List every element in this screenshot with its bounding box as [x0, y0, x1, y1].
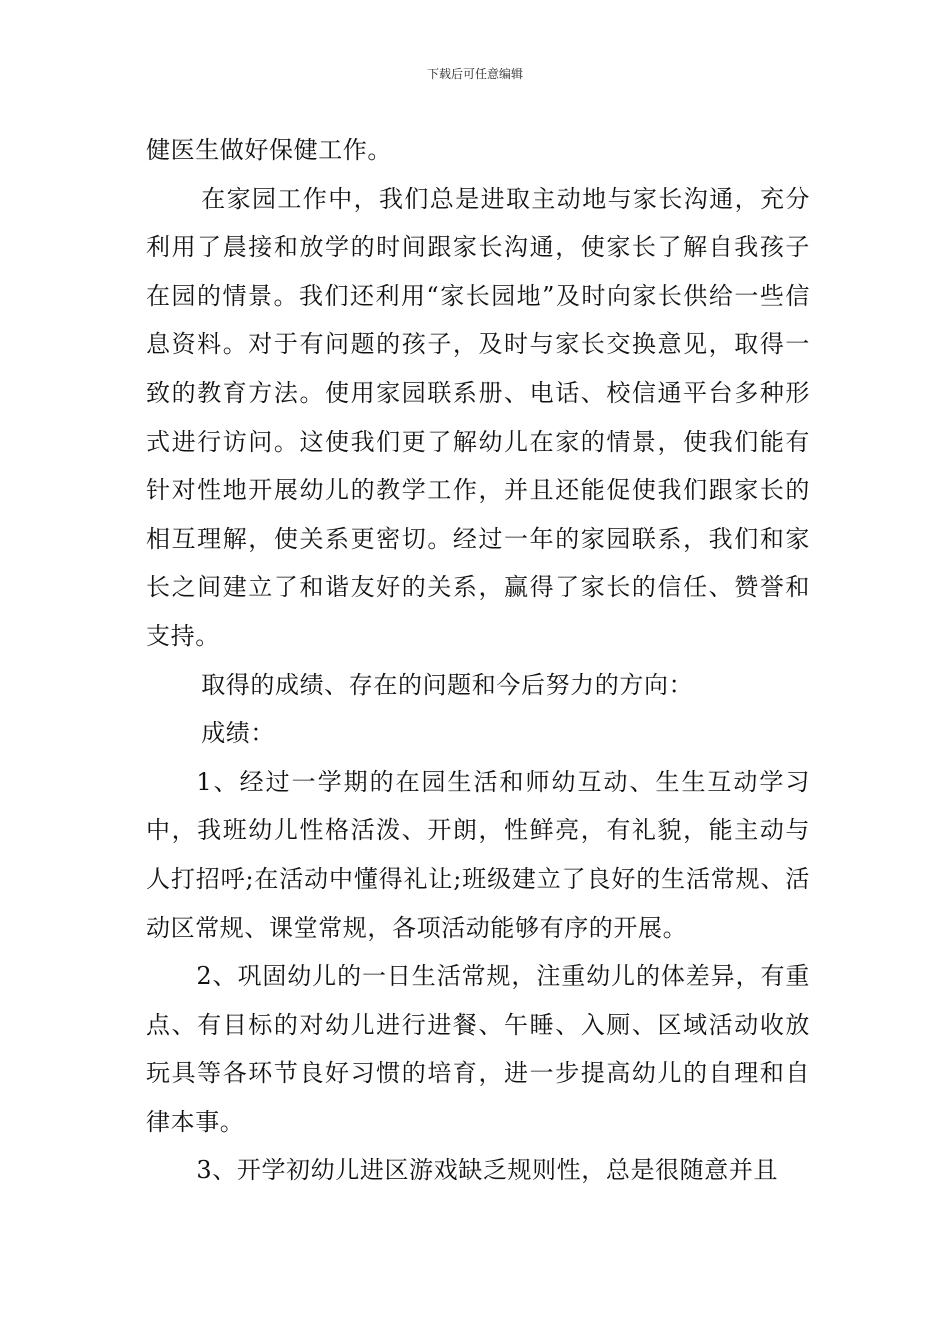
- document-body: [146, 126, 810, 1195]
- paragraph-item-2: 2、巩固幼儿的一日生活常规，注重幼儿的体差异，有重点、有目标的对幼儿进行进餐、午睡、入厕、区域活动收放玩具等各环节良好习惯的培育，进一步提高幼儿的自理和自律本事。: [146, 962, 810, 1136]
- paragraph-section-heading: 取得的成绩、存在的问题和今后努力的方向：: [201, 670, 694, 699]
- paragraph-continuation: 健医生做好保健工作。: [146, 136, 392, 164]
- paragraph-item-3: 3、开学初幼儿进区游戏缺乏规则性，总是很随意并且: [196, 1156, 779, 1185]
- paragraph-achievements-heading: 成绩：: [201, 719, 275, 748]
- paragraph-item-1: 1、经过一学期的在园生活和师幼互动、生生互动学习中，我班幼儿性格活泼、开朗，性鲜亮，有礼貌，能主动与人打招呼;在活动中懂得礼让;班级建立了良好的生活常规、活动区常规、课堂常规，各项活动能够有序的开展。: [146, 767, 810, 942]
- paragraph-home-school: 在家园工作中，我们总是进取主动地与家长沟通，充分利用了晨接和放学的时间跟家长沟通，使家长了解自我孩子在园的情景。我们还利用“家长园地”及时向家长供给一些信息资料。对于有问题的孩子，及时与家长交换意见，取得一致的教育方法。使用家园联系册、电话、校信通平台多种形式进行访问。这使我们更了解幼儿在家的情景，使我们能有针对性地开展幼儿的教学工作，并且还能促使我们跟家长的相互理解，使关系更密切。经过一年的家园联系，我们和家长之间建立了和谐友好的关系，赢得了家长的信任、赞誉和支持。: [146, 184, 810, 650]
- page-header: 下载后可任意编辑: [426, 67, 523, 81]
